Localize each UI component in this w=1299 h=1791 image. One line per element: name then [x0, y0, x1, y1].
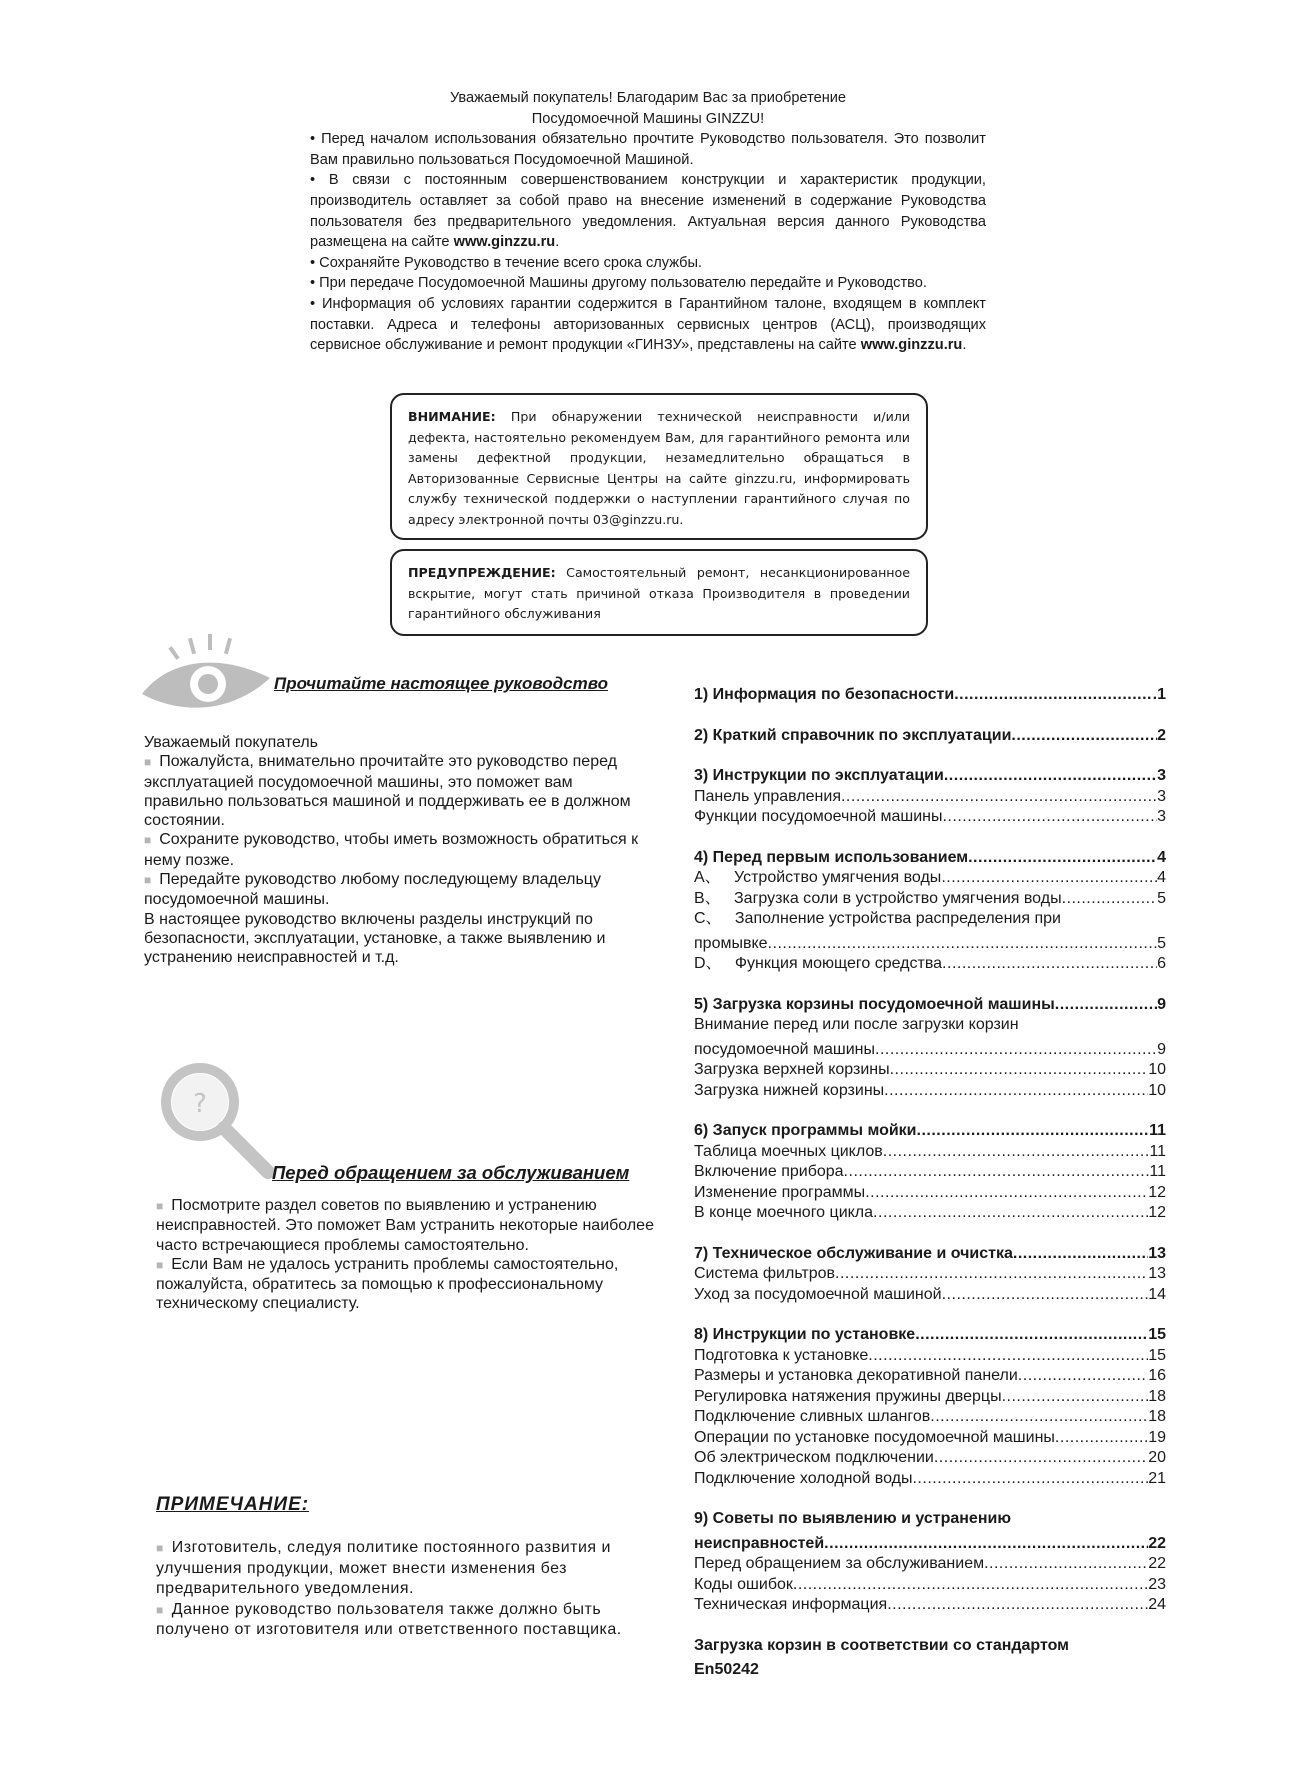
toc-title: Регулировка натяжения пружины дверцы — [694, 1387, 1002, 1405]
toc-page: 9 — [1157, 1040, 1166, 1058]
intro-p5-end: . — [962, 337, 967, 354]
toc-page: .1 — [1152, 686, 1166, 703]
toc-title: 2) Краткий справочник по эксплуатации — [694, 726, 1012, 744]
toc-page: 22 — [1148, 1534, 1166, 1552]
toc-entry-4b[interactable] — [694, 889, 1166, 910]
toc-page: 11 — [1149, 1142, 1166, 1160]
toc-entry-9e[interactable] — [694, 1595, 1166, 1616]
toc-entry-9c[interactable] — [694, 1554, 1166, 1575]
intro-p5-text: • Информация об условиях гарантии содержится в Гарантийном талоне, входящем в комплект поставки. Адреса и телефоны авторизованных сервисных центров (АСЦ), производящих сервисное обслуживание и ремонт продукции «ГИНЗУ», представлены на сайте — [310, 295, 986, 354]
toc-title: Подключение сливных шлангов — [694, 1408, 931, 1425]
toc-entry-8g[interactable] — [694, 1469, 1166, 1490]
toc-leader — [1011, 726, 1157, 747]
read-bullet-3-text: Передайте руководство любому последующему владельцу посудомоечной машины. — [144, 871, 601, 909]
note-bullet-1-text: Изготовитель, следуя политике постоянного развития и улучшения продукции, может внести изменения без предварительного уведомления. — [156, 1539, 611, 1597]
toc-title: 4) Перед первым использованием — [694, 848, 969, 866]
toc-entry-8c[interactable] — [694, 1387, 1166, 1408]
intro-line-1: Уважаемый покупатель! Благодарим Вас за приобретение — [449, 90, 847, 106]
intro-p2-end: . — [555, 234, 560, 251]
toc-leader — [1013, 1244, 1148, 1265]
service-bullet-1 — [156, 1196, 661, 1255]
read-tail: В настоящее руководство включены разделы инструкций по безопасности, эксплуатации, установке, а также выявлению и устранению неисправностей и т.д. — [144, 910, 606, 967]
toc-page: 5 — [1157, 889, 1166, 907]
toc-title: B、 Загрузка соли в устройство умягчения воды — [694, 889, 1062, 907]
toc-title: Подключение холодной воды — [694, 1469, 913, 1487]
intro-p3: • Сохраняйте Руководство в течение всего срока службы. — [310, 254, 703, 271]
toc-page: 16 — [1148, 1367, 1166, 1384]
toc-title: 7) Техническое обслуживание и очистка — [694, 1244, 1013, 1262]
note-bullet-2 — [156, 1600, 636, 1641]
toc-entry-8[interactable] — [694, 1325, 1166, 1346]
toc-title: Операции по установке посудомоечной машины — [694, 1428, 1055, 1446]
read-heading: Прочитайте настоящее руководство — [274, 674, 608, 693]
toc-title: Система фильтров — [694, 1265, 836, 1282]
table-of-contents — [694, 685, 1166, 1681]
toc-title: Подготовка к установке — [694, 1346, 869, 1364]
toc-entry-4a[interactable] — [694, 868, 1166, 889]
toc-page: 10 — [1148, 1061, 1166, 1078]
attention-text: При обнаружении технической неисправности и/или дефекта, настоятельно рекомендуем Вам, для гарантийного ремонта или замены дефектной продукции, незамедлительно обращаться в Авторизованные Сервисные Центры на сайте ginzzu.ru, информировать службу технической поддержки о наступлении гарантийного случая по адресу электронной почты 03@ginzzu.ru. — [408, 409, 910, 527]
toc-leader — [1055, 995, 1157, 1016]
service-bullet-2 — [156, 1255, 661, 1314]
toc-page: 4 — [1157, 869, 1166, 886]
toc-entry-6c[interactable] — [694, 1183, 1166, 1204]
magnifier-question-icon — [158, 1060, 278, 1180]
toc-leader — [883, 1142, 1150, 1163]
read-bullet-3 — [144, 870, 649, 910]
toc-entry-3a[interactable] — [694, 787, 1166, 808]
toc-entry-10-line1[interactable] — [694, 1636, 1166, 1657]
toc-page: 12 — [1148, 1204, 1166, 1221]
toc-title: Внимание перед или после загрузки корзин — [694, 1016, 1019, 1033]
service-heading: Перед обращением за обслуживанием — [272, 1162, 630, 1183]
intro-p2 — [310, 170, 986, 252]
note-bullet-1 — [156, 1538, 636, 1600]
toc-title: 8) Инструкции по установке — [694, 1326, 916, 1343]
toc-title: Загрузка корзин в соответствии со стандартом — [694, 1636, 1070, 1654]
toc-leader — [873, 1203, 1148, 1224]
toc-entry-5a-line2[interactable] — [694, 1040, 1166, 1061]
toc-leader — [954, 685, 1152, 706]
toc-page: 23 — [1148, 1575, 1166, 1593]
toc-title: 5) Загрузка корзины посудомоечной машины — [694, 995, 1055, 1013]
toc-leader — [865, 1183, 1148, 1204]
toc-title: Перед обращением за обслуживанием — [694, 1555, 985, 1572]
toc-page: 3 — [1157, 808, 1166, 825]
toc-entry-4d[interactable] — [694, 954, 1166, 975]
toc-entry-8f[interactable] — [694, 1448, 1166, 1469]
toc-entry-8e[interactable] — [694, 1428, 1166, 1449]
toc-leader — [944, 766, 1157, 787]
warning-text: Самостоятельный ремонт, несанкционированное вскрытие, могут стать причиной отказа Производителя в проведении гарантийного обслуживания — [408, 565, 910, 621]
note-heading: ПРИМЕЧАНИЕ: — [156, 1494, 310, 1515]
toc-title: En50242 — [694, 1661, 759, 1678]
bullet-square-icon: ■ — [144, 755, 152, 770]
service-bullet-1-text: Посмотрите раздел советов по выявлению и устранению неисправностей. Это поможет Вам устранить некоторые наиболее часто встречающиеся проблемы самостоятельно. — [156, 1197, 654, 1254]
toc-leader — [941, 868, 1157, 889]
intro-p5 — [310, 294, 986, 356]
intro-p4: • При передаче Посудомоечной Машины другому пользователю передайте и Руководство. — [310, 275, 927, 292]
toc-leader — [1018, 1366, 1148, 1387]
toc-page: 24 — [1148, 1596, 1166, 1613]
toc-title: 9) Советы по выявлению и устранению — [694, 1510, 1011, 1527]
intro-line-2: Посудомоечной Машины GINZZU! — [531, 110, 765, 127]
attention-label: ВНИМАНИЕ: — [408, 409, 496, 424]
toc-title: 3) Инструкции по эксплуатации — [694, 767, 944, 784]
warning-label: ПРЕДУПРЕЖДЕНИЕ: — [408, 565, 556, 580]
toc-leader — [875, 1040, 1157, 1061]
toc-leader — [942, 1285, 1149, 1306]
toc-page: 13 — [1148, 1244, 1166, 1262]
toc-entry-6[interactable] — [694, 1121, 1166, 1142]
toc-page: 3 — [1157, 787, 1166, 805]
toc-page: 3 — [1157, 767, 1166, 784]
bullet-square-icon: ■ — [156, 1541, 164, 1555]
toc-page: 22 — [1148, 1555, 1166, 1572]
toc-entry-7b[interactable] — [694, 1285, 1166, 1306]
toc-leader — [868, 1346, 1148, 1367]
attention-box — [390, 393, 928, 540]
toc-entry-5b[interactable] — [694, 1060, 1166, 1081]
read-bullet-2 — [144, 830, 649, 870]
service-body — [156, 1196, 661, 1314]
toc-page: 19 — [1148, 1428, 1166, 1446]
toc-title: 6) Запуск программы мойки — [694, 1122, 917, 1139]
toc-page: 21 — [1148, 1469, 1166, 1487]
toc-entry-5a-line1[interactable] — [694, 1015, 1166, 1036]
toc-page: 11 — [1149, 1122, 1166, 1139]
intro-site-link-2[interactable]: www.ginzzu.ru — [860, 337, 963, 354]
toc-entry-4[interactable] — [694, 848, 1166, 869]
toc-entry-7[interactable] — [694, 1244, 1166, 1265]
toc-leader — [934, 1448, 1148, 1469]
toc-title: 1) Информация по безопасности — [694, 686, 955, 703]
toc-leader — [768, 934, 1158, 955]
bullet-square-icon: ■ — [156, 1199, 164, 1213]
warning-box — [390, 549, 928, 636]
toc-entry-9-line1[interactable] — [694, 1509, 1166, 1530]
intro-p1: • Перед началом использования обязательно прочтите Руководство пользователя. Это позволит Вам правильно пользоваться Посудомоечной Машиной. — [310, 131, 986, 168]
toc-leader — [917, 1121, 1150, 1142]
intro-block — [310, 88, 986, 356]
note-bullet-2-text: Данное руководство пользователя также должно быть получено от изготовителя или ответственного поставщика. — [156, 1600, 622, 1638]
toc-page: 20 — [1148, 1449, 1166, 1466]
read-bullet-2-text: Сохраните руководство, чтобы иметь возможность обратиться к нему позже. — [144, 831, 639, 869]
toc-title: Панель управления — [694, 787, 841, 805]
toc-title: Уход за посудомоечной машиной — [694, 1285, 942, 1303]
toc-entry-6b[interactable] — [694, 1162, 1166, 1183]
toc-title: Функции посудомоечной машины — [694, 808, 943, 825]
toc-title: Об электрическом подключении — [694, 1449, 934, 1466]
read-greeting: Уважаемый покупатель — [144, 734, 319, 751]
toc-entry-5c[interactable] — [694, 1081, 1166, 1102]
toc-page: 9 — [1157, 995, 1166, 1013]
toc-leader — [824, 1534, 1148, 1555]
toc-title: Изменение программы — [694, 1183, 866, 1201]
bullet-square-icon: ■ — [144, 873, 152, 888]
toc-page: 15 — [1148, 1326, 1166, 1343]
toc-page: 15 — [1148, 1346, 1166, 1364]
bullet-square-icon: ■ — [156, 1257, 164, 1272]
toc-page: 5 — [1157, 934, 1166, 952]
toc-entry-2[interactable] — [694, 726, 1166, 747]
toc-leader — [984, 1554, 1148, 1575]
toc-leader — [930, 1407, 1148, 1428]
toc-entry-10-line2[interactable] — [694, 1660, 1166, 1681]
toc-entry-5[interactable] — [694, 995, 1166, 1016]
toc-title: В конце моечного цикла — [694, 1204, 874, 1221]
intro-p2-text: • В связи с постоянным совершенствованием конструкции и характеристик продукции, производитель оставляет за собой право на внесение изменений в содержание Руководства пользователя без предварительного уведомления. Актуальная версия данного Руководства размещена на сайте — [310, 172, 986, 251]
toc-title: Таблица моечных циклов — [694, 1142, 883, 1160]
bullet-square-icon: ■ — [156, 1602, 164, 1617]
toc-page: 11 — [1149, 1163, 1166, 1180]
read-bullet-1 — [144, 752, 649, 830]
toc-leader — [912, 1469, 1148, 1490]
toc-page: 10 — [1148, 1081, 1166, 1099]
toc-title: посудомоечной машины — [694, 1040, 875, 1058]
toc-leader — [1002, 1387, 1149, 1408]
toc-entry-8b[interactable] — [694, 1366, 1166, 1387]
eye-icon — [138, 632, 278, 712]
toc-entry-8d[interactable] — [694, 1407, 1166, 1428]
bullet-square-icon: ■ — [144, 833, 152, 848]
read-bullet-1-text: Пожалуйста, внимательно прочитайте это руководство перед эксплуатацией посудомоечной машины, это поможет вам правильно пользоваться машиной и поддерживать ее в должном состоянии. — [144, 753, 631, 830]
toc-entry-6d[interactable] — [694, 1203, 1166, 1224]
toc-title: неисправностей — [694, 1534, 825, 1552]
toc-leader — [942, 954, 1157, 975]
toc-entry-6a[interactable] — [694, 1142, 1166, 1163]
toc-leader — [887, 1595, 1148, 1616]
toc-entry-1[interactable] — [694, 685, 1166, 706]
toc-title: Коды ошибок — [694, 1575, 793, 1593]
toc-title: Загрузка верхней корзины — [694, 1061, 890, 1078]
toc-title: C、 Заполнение устройства распределения при — [694, 910, 1061, 927]
toc-page: 6 — [1157, 955, 1166, 972]
toc-page: 2 — [1157, 726, 1166, 744]
toc-page: 14 — [1148, 1285, 1166, 1303]
toc-entry-4c-line1[interactable] — [694, 909, 1166, 930]
toc-page: 12 — [1148, 1183, 1166, 1201]
toc-title: Техническая информация — [694, 1596, 888, 1613]
toc-leader — [1062, 889, 1158, 910]
toc-title: промывке — [694, 934, 768, 952]
toc-page: 18 — [1148, 1387, 1166, 1405]
toc-entry-8a[interactable] — [694, 1346, 1166, 1367]
toc-leader — [968, 848, 1157, 869]
toc-page: 18 — [1148, 1408, 1166, 1425]
toc-leader — [915, 1325, 1148, 1346]
toc-entry-7a[interactable] — [694, 1264, 1166, 1285]
toc-title: Размеры и установка декоративной панели — [694, 1367, 1018, 1384]
toc-page: 4 — [1157, 848, 1166, 866]
toc-leader — [844, 1162, 1150, 1183]
toc-title: A、 Устройство умягчения воды — [694, 869, 942, 886]
note-body — [156, 1538, 636, 1641]
toc-entry-9d[interactable] — [694, 1575, 1166, 1596]
svg-text:?: ? — [193, 1089, 207, 1119]
toc-title: Загрузка нижней корзины — [694, 1081, 885, 1099]
intro-site-link-1[interactable]: www.ginzzu.ru — [453, 234, 556, 251]
toc-leader — [841, 787, 1157, 808]
toc-entry-3[interactable] — [694, 766, 1166, 787]
toc-page: 13 — [1148, 1265, 1166, 1282]
toc-entry-3b[interactable] — [694, 807, 1166, 828]
toc-leader — [942, 807, 1157, 828]
toc-title: Включение прибора — [694, 1163, 844, 1180]
toc-leader — [835, 1264, 1148, 1285]
toc-title: D、 Функция моющего средства — [694, 955, 943, 972]
toc-leader — [884, 1081, 1148, 1102]
toc-leader — [1055, 1428, 1148, 1449]
toc-leader — [793, 1575, 1148, 1596]
toc-entry-4c-line2[interactable] — [694, 934, 1166, 955]
toc-entry-9-line2[interactable] — [694, 1534, 1166, 1555]
toc-leader — [890, 1060, 1149, 1081]
read-body — [144, 733, 649, 968]
service-bullet-2-text: Если Вам не удалось устранить проблемы самостоятельно, пожалуйста, обратитесь за помощью к профессиональному техническому специалисту. — [156, 1255, 619, 1313]
